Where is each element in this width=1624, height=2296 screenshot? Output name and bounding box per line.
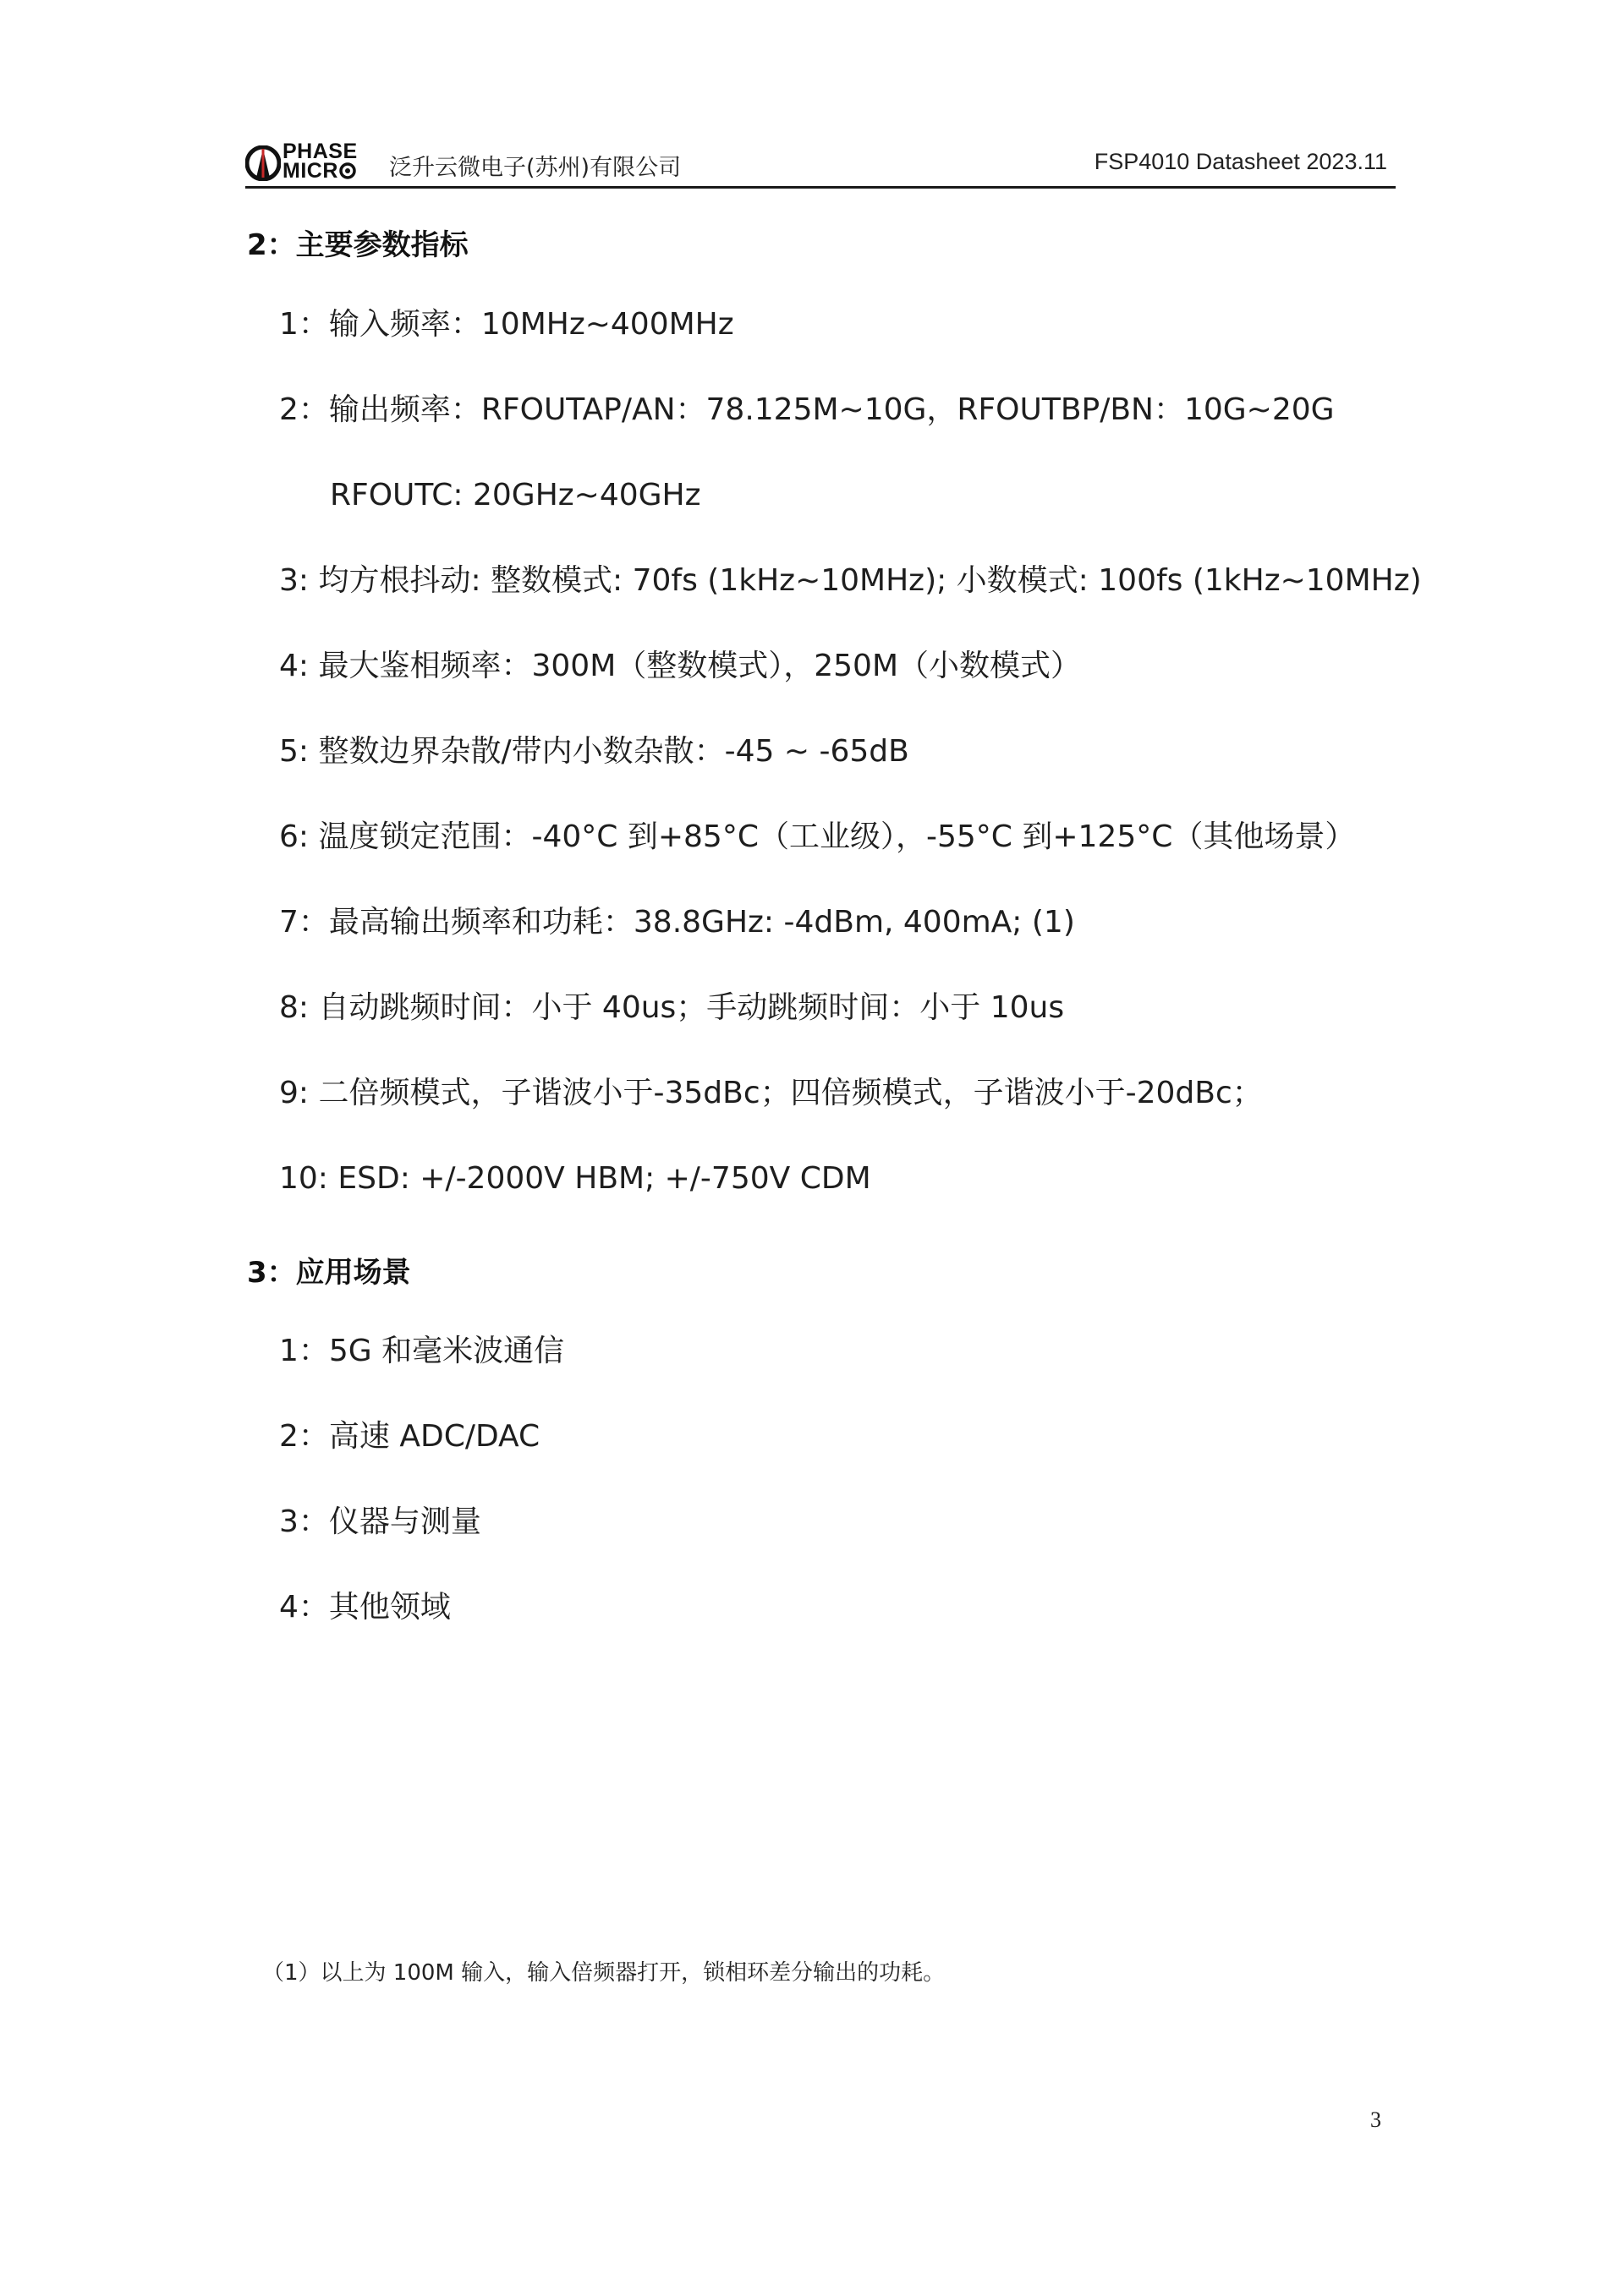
spec-item-5: 5: 整数边界杂散/带内小数杂散：-45 ~ -65dB bbox=[279, 734, 909, 769]
spec-item-2: 2：输出频率：RFOUTAP/AN：78.125M~10G，RFOUTBP/BN：10G~20G bbox=[279, 392, 1335, 427]
logo-wordmark bbox=[283, 142, 358, 181]
spec-item-7: 7：最高输出频率和功耗：38.8GHz: -4dBm, 400mA; (1) bbox=[279, 905, 1075, 940]
header-divider bbox=[245, 186, 1396, 189]
logo-gear-icon bbox=[338, 162, 357, 179]
logo-line-1: PHASE bbox=[283, 140, 358, 163]
footnote: （1）以上为 100M 输入，输入倍频器打开，锁相环差分输出的功耗。 bbox=[262, 1960, 946, 1986]
section-3-heading: 3：应用场景 bbox=[247, 1256, 411, 1290]
document-identifier: FSP4010 Datasheet 2023.11 bbox=[1094, 149, 1387, 174]
spec-item-3: 3: 均方根抖动: 整数模式: 70fs (1kHz~10MHz); 小数模式: 100fs (1kHz~10MHz) bbox=[279, 563, 1422, 598]
application-item-3: 3：仪器与测量 bbox=[279, 1504, 481, 1539]
spec-item-10: 10: ESD: +/-2000V HBM; +/-750V CDM bbox=[279, 1161, 871, 1196]
application-item-1: 1：5G 和毫米波通信 bbox=[279, 1334, 565, 1368]
phase-micro-logo-mark-icon bbox=[245, 145, 281, 181]
logo-line-2-text: MICR bbox=[283, 159, 338, 183]
application-item-2: 2：高速 ADC/DAC bbox=[279, 1419, 540, 1454]
application-item-4: 4：其他领域 bbox=[279, 1590, 451, 1625]
page-number: 3 bbox=[1370, 2107, 1381, 2132]
spec-item-2-continuation: RFOUTC: 20GHz~40GHz bbox=[330, 478, 701, 512]
spec-item-6: 6: 温度锁定范围：-40°C 到+85°C（工业级），-55°C 到+125°C（其他场景） bbox=[279, 819, 1356, 854]
spec-item-1: 1：输入频率：10MHz~400MHz bbox=[279, 307, 734, 342]
company-logo bbox=[245, 142, 376, 183]
logo-line-2 bbox=[283, 159, 358, 183]
spec-item-4: 4: 最大鉴相频率：300M（整数模式），250M（小数模式） bbox=[279, 649, 1082, 683]
page-header bbox=[245, 135, 1396, 188]
spec-item-8: 8: 自动跳频时间：小于 40us；手动跳频时间：小于 10us bbox=[279, 990, 1065, 1025]
company-name: 泛升云微电子(苏州)有限公司 bbox=[389, 155, 682, 181]
spec-item-9: 9: 二倍频模式，子谐波小于-35dBc；四倍频模式，子谐波小于-20dBc； bbox=[279, 1076, 1263, 1110]
section-2-heading: 2：主要参数指标 bbox=[247, 228, 469, 262]
